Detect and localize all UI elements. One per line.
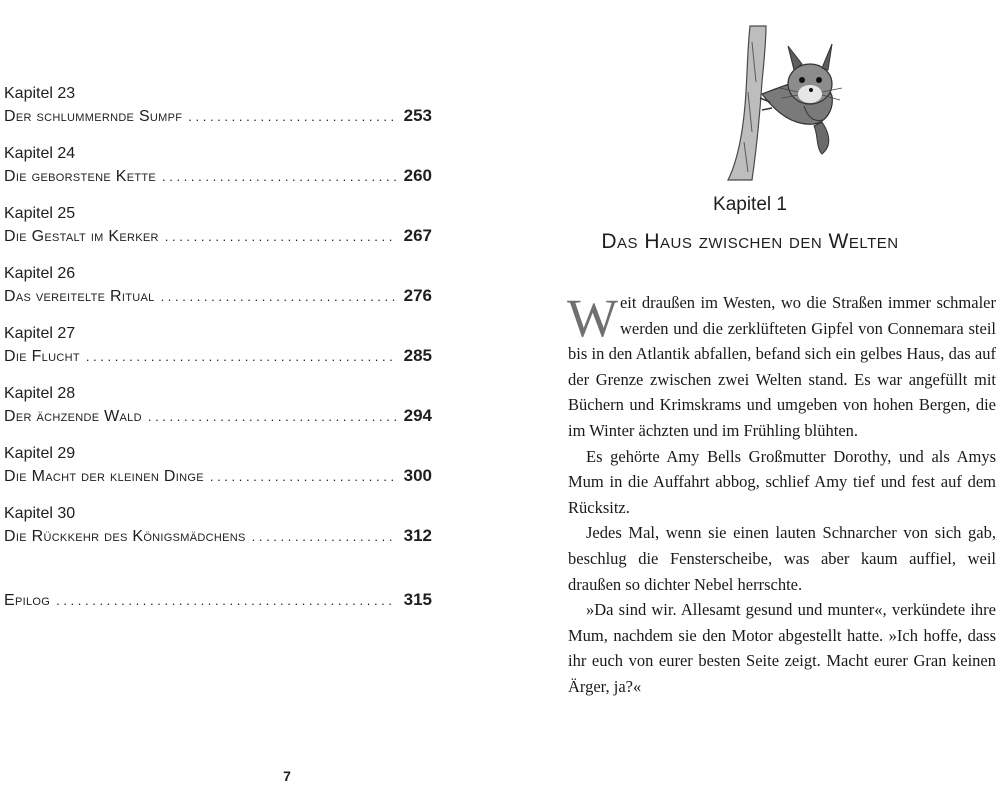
- chapter-body: [568, 290, 996, 700]
- toc-line: [4, 526, 432, 547]
- toc-leader-dots: [188, 107, 395, 127]
- toc-epilog: [4, 590, 432, 611]
- toc-chapter-label: Kapitel 30: [4, 505, 76, 522]
- toc-chapter-title: Der schlummernde Sumpf: [4, 108, 183, 125]
- toc-chapter-label: Kapitel 28: [4, 385, 76, 402]
- toc-entry: [4, 144, 432, 204]
- paragraph: Jedes Mal, wenn sie einen lauten Schnarcher von sich gab, beschlug die Fensterscheibe, was aber kaum auffiel, weil draußen so dichter Nebel herrschte.: [568, 523, 996, 594]
- toc-leader-dots: [252, 527, 396, 547]
- toc-entry: [4, 84, 432, 144]
- toc-line: [4, 166, 432, 187]
- toc-chapter-label: Kapitel 23: [4, 85, 76, 102]
- toc-chapter-title: Der ächzende Wald: [4, 408, 142, 425]
- toc-entry: [4, 384, 432, 444]
- toc-leader-dots: [56, 591, 396, 611]
- toc-entry: [4, 444, 432, 504]
- toc-line: [4, 286, 432, 307]
- toc-page-number: 276: [403, 286, 432, 305]
- toc-page-number: 285: [403, 346, 432, 365]
- toc-chapter-title: Die geborstene Kette: [4, 168, 157, 185]
- paragraph: »Da sind wir. Allesamt gesund und munter«, verkündete ihre Mum, nachdem sie den Motor abgestellt hatte. »Ich hoffe, dass ihr euch von eurer besten Seite zeigt. Macht eurer Gran keinen Ärger, ja?«: [568, 600, 996, 696]
- table-of-contents: [4, 84, 432, 609]
- toc-page-number: 300: [403, 466, 432, 485]
- toc-leader-dots: [148, 407, 396, 427]
- chapter-number: Kapitel 1: [713, 194, 787, 215]
- toc-entry: [4, 324, 432, 384]
- toc-chapter-title: Die Macht der kleinen Dinge: [4, 468, 204, 485]
- squirrel-illustration: [722, 22, 872, 182]
- toc-page-number: 312: [403, 526, 432, 545]
- toc-chapter-label: Kapitel 29: [4, 445, 76, 462]
- toc-chapter-title: Das vereitelte Ritual: [4, 288, 155, 305]
- toc-chapter-label: Kapitel 27: [4, 325, 76, 342]
- right-page: [500, 0, 1000, 800]
- toc-line: [4, 406, 432, 427]
- toc-entry: [4, 504, 432, 564]
- toc-page-number: 294: [403, 406, 432, 425]
- paragraph-text: eit draußen im Westen, wo die Straßen immer schmaler werden und die zerklüfteten Gipfel von Connemara steil bis in den Atlantik abfallen, befand sich ein gelbes Haus, das auf der Grenze zwischen zwei Welten stand. Es war angefüllt mit Büchern und Krimskrams und umgeben von hohen Bergen, die im Winter ächzten und im Frühling blühten.: [568, 293, 996, 440]
- toc-leader-dots: [86, 347, 396, 367]
- toc-chapter-label: Kapitel 26: [4, 265, 76, 282]
- toc-page-number: 267: [403, 226, 432, 245]
- toc-chapter-title: Die Rückkehr des Königsmädchens: [4, 528, 246, 545]
- toc-line: [4, 346, 432, 367]
- toc-leader-dots: [210, 467, 396, 487]
- toc-chapter-label: Kapitel 25: [4, 205, 76, 222]
- toc-line: [4, 466, 432, 487]
- toc-line: [4, 226, 432, 247]
- toc-chapter-label: Kapitel 24: [4, 145, 76, 162]
- toc-page-number: 315: [403, 590, 432, 609]
- paragraph: Es gehörte Amy Bells Großmutter Dorothy, und als Amys Mum in die Auffahrt abbog, schlief Amy tief und fest auf dem Rücksitz.: [568, 446, 996, 517]
- toc-page-number: 253: [403, 106, 432, 125]
- toc-line: [4, 106, 432, 127]
- toc-page-number: 260: [403, 166, 432, 185]
- chapter-title: Das Haus zwischen den Welten: [601, 230, 899, 253]
- toc-entry: [4, 204, 432, 264]
- toc-leader-dots: [165, 227, 396, 247]
- page-number: 7: [283, 768, 291, 784]
- toc-entry: [4, 264, 432, 324]
- toc-chapter-title: Die Gestalt im Kerker: [4, 228, 159, 245]
- toc-chapter-title: Die Flucht: [4, 348, 80, 365]
- drop-cap: W: [567, 288, 618, 348]
- paragraph: [568, 290, 996, 444]
- toc-epilog-title: Epilog: [4, 592, 51, 609]
- toc-leader-dots: [161, 287, 396, 307]
- toc-leader-dots: [162, 167, 396, 187]
